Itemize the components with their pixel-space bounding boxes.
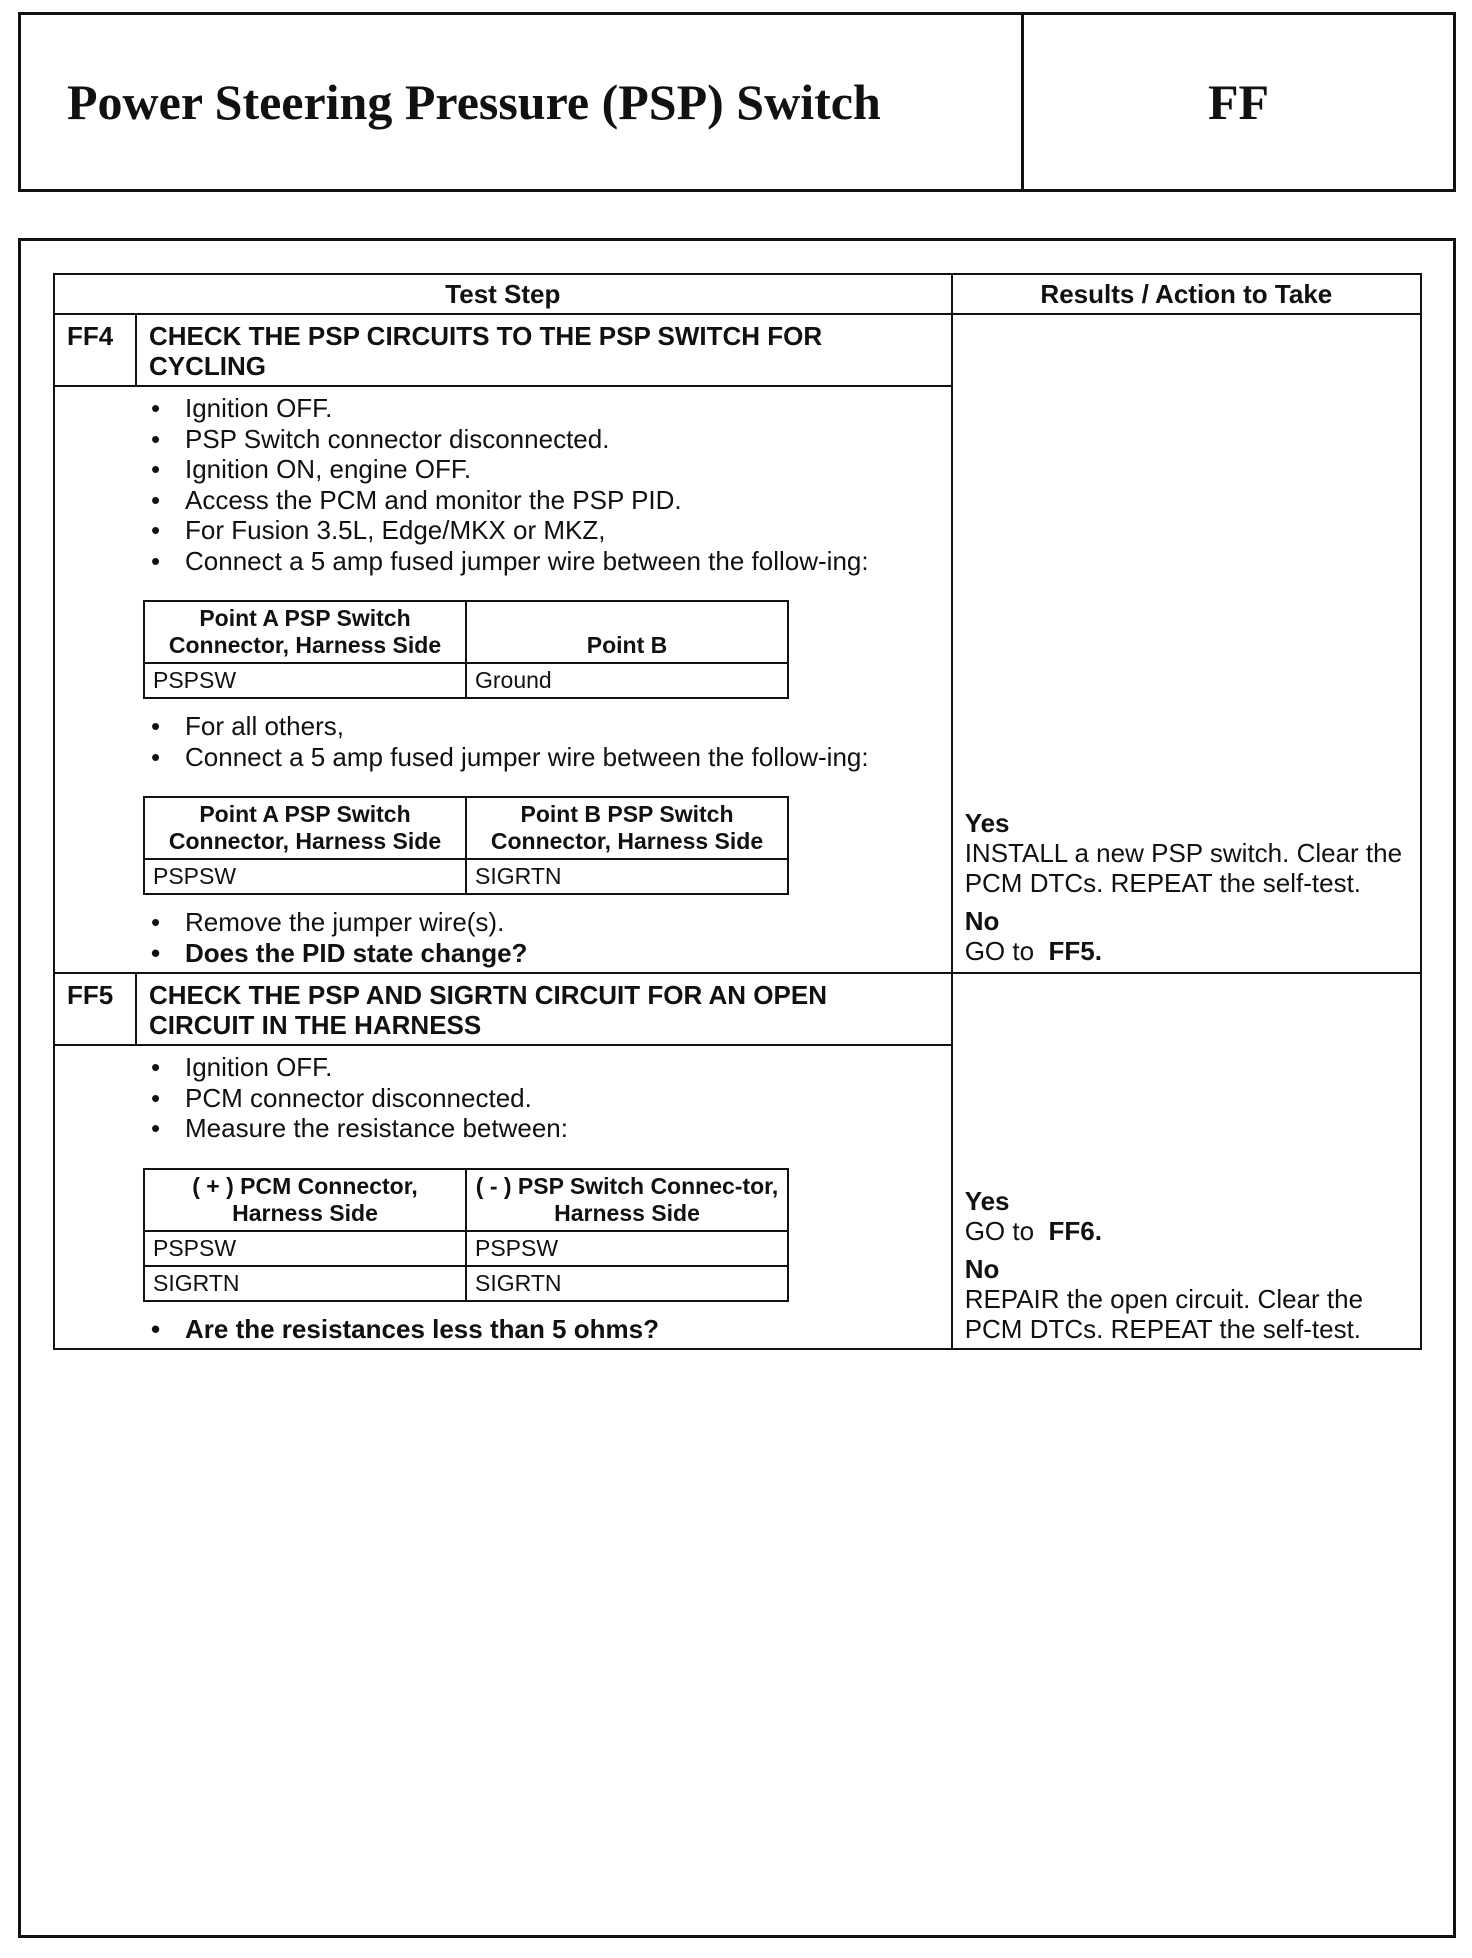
step-bullets [151, 393, 931, 576]
table-cell: PSPSW [144, 663, 466, 698]
list-item: • Connect a 5 amp fused jumper wire between the follow-ing: [151, 742, 931, 773]
col-header-test-step: Test Step [54, 274, 952, 314]
yes-action [965, 1216, 1408, 1246]
list-item: • Connect a 5 amp fused jumper wire between the follow-ing: [151, 546, 931, 577]
no-action-ref: FF5. [1048, 936, 1102, 966]
step-header [55, 974, 951, 1046]
yes-action-ref: FF6. [1048, 1216, 1102, 1246]
step-header [55, 315, 951, 387]
table-cell: Ground [466, 663, 788, 698]
table-row [144, 1266, 788, 1301]
list-item: • Measure the resistance between: [151, 1113, 931, 1144]
list-item: • For Fusion 3.5L, Edge/MKX or MKZ, [151, 515, 931, 546]
result-cell-ff4 [952, 314, 1421, 973]
table-row [144, 1231, 788, 1266]
table-cell: SIGRTN [144, 1266, 466, 1301]
yes-label: Yes [964, 1186, 1010, 1216]
table-header-cell: Point B [466, 601, 788, 663]
list-item: • For all others, [151, 711, 931, 742]
col-header-results: Results / Action to Take [952, 274, 1421, 314]
section-code: FF [1207, 74, 1270, 130]
content-frame [18, 238, 1456, 1938]
list-item: • PCM connector disconnected. [151, 1083, 931, 1114]
list-item: • Remove the jumper wire(s). [151, 907, 931, 938]
table-cell: SIGRTN [466, 1266, 788, 1301]
yes-action-text: GO to [964, 1216, 1035, 1246]
page-header [18, 12, 1456, 192]
connection-table-2 [143, 796, 789, 895]
list-item: • Ignition ON, engine OFF. [151, 454, 931, 485]
step-body [55, 1046, 951, 1348]
list-item: • Access the PCM and monitor the PSP PID. [151, 485, 931, 516]
table-header-cell: Point A PSP Switch Connector, Harness Side [144, 601, 466, 663]
result-block [965, 1186, 1408, 1344]
step-bullets [151, 711, 931, 772]
step-bullets [151, 1052, 931, 1144]
step-cell-ff5 [54, 973, 952, 1349]
step-row-ff5 [54, 973, 1421, 1349]
step-bullets [151, 907, 931, 968]
step-row-ff4 [54, 314, 1421, 973]
list-item: • PSP Switch connector disconnected. [151, 424, 931, 455]
table-header-row [54, 274, 1421, 314]
no-label: No [964, 906, 1000, 936]
no-label: No [964, 1254, 1000, 1284]
step-id: FF5 [55, 974, 137, 1044]
table-header-cell: Point A PSP Switch Connector, Harness Side [144, 797, 466, 859]
table-cell: PSPSW [466, 1231, 788, 1266]
step-body [55, 387, 951, 972]
result-cell-ff5 [952, 973, 1421, 1349]
yes-label: Yes [964, 808, 1010, 838]
yes-action: INSTALL a new PSP switch. Clear the PCM DTCs. REPEAT the self-test. [964, 838, 1403, 898]
no-action [965, 936, 1408, 966]
step-question: • Does the PID state change? [151, 938, 931, 969]
result-block [965, 808, 1408, 966]
test-step-table [53, 273, 1422, 1350]
table-row [144, 859, 788, 894]
measurement-table [143, 1168, 789, 1302]
page-title: Power Steering Pressure (PSP) Switch [21, 15, 1024, 189]
step-cell-ff4 [54, 314, 952, 973]
list-item: • Ignition OFF. [151, 393, 931, 424]
table-header-cell: ( - ) PSP Switch Connec-tor, Harness Side [466, 1169, 788, 1231]
step-title: CHECK THE PSP AND SIGRTN CIRCUIT FOR AN OPEN CIRCUIT IN THE HARNESS [149, 980, 827, 1040]
table-cell: SIGRTN [466, 859, 788, 894]
step-title: CHECK THE PSP CIRCUITS TO THE PSP SWITCH FOR CYCLING [149, 321, 823, 381]
no-action: REPAIR the open circuit. Clear the PCM DTCs. REPEAT the self-test. [964, 1284, 1364, 1344]
connection-table-1 [143, 600, 789, 699]
no-action-text: GO to [964, 936, 1035, 966]
table-cell: PSPSW [144, 1231, 466, 1266]
step-question: • Are the resistances less than 5 ohms? [151, 1314, 931, 1345]
table-header-cell: ( + ) PCM Connector, Harness Side [144, 1169, 466, 1231]
step-id: FF4 [55, 315, 137, 385]
table-header-cell: Point B PSP Switch Connector, Harness Side [466, 797, 788, 859]
step-bullets [151, 1314, 931, 1345]
table-cell: PSPSW [144, 859, 466, 894]
table-row [144, 663, 788, 698]
list-item: • Ignition OFF. [151, 1052, 931, 1083]
